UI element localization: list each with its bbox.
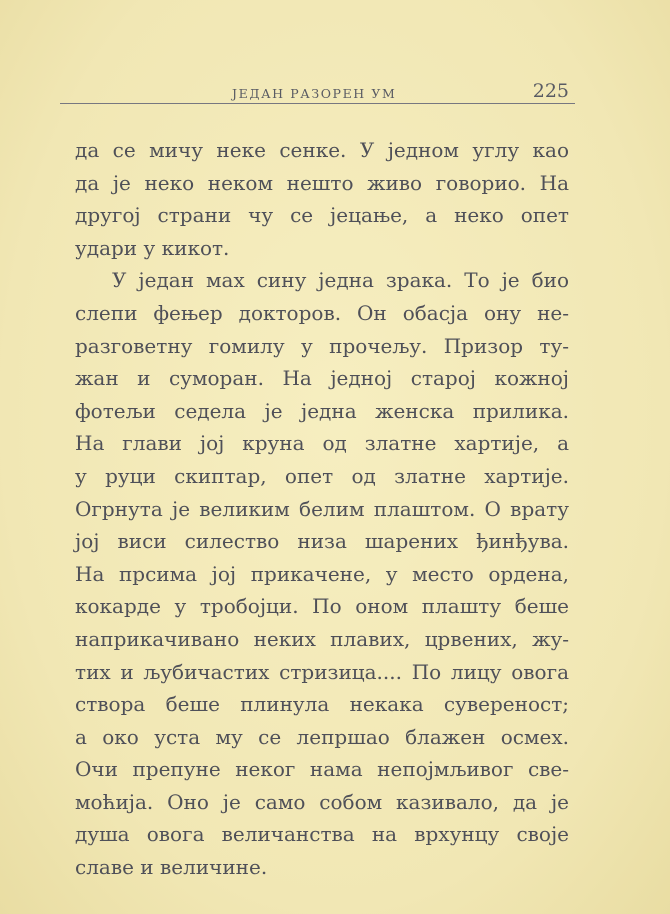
text-line: тих и љубичастих стризица.... По лицу овога xyxy=(75,659,569,684)
header-rule xyxy=(60,103,575,104)
text-line: а око уста му се лепршао блажен осмех. xyxy=(75,724,569,749)
body-text xyxy=(75,134,569,884)
text-line: створа беше плинула некака сувереност; xyxy=(75,692,569,717)
text-line: другој страни чу се јецање, а неко опет xyxy=(75,203,569,228)
text-line: Огрнута је великим белим плаштом. О врату xyxy=(75,496,569,521)
text-line: фотељи седела је једна женска прилика. xyxy=(75,398,569,423)
running-title: ЈЕДАН РАЗОРЕН УМ xyxy=(232,86,397,101)
text-line: слепи фењер докторов. Он обасја ону не- xyxy=(75,300,569,325)
paragraph-start-line: У један мах сину једна зрака. То је био xyxy=(112,268,569,293)
page-number: 225 xyxy=(532,80,569,102)
text-line: да је неко неком нешто живо говорио. На xyxy=(75,170,569,195)
text-line: разговетну гомилу у прочељу. Призор ту- xyxy=(75,333,569,358)
text-line: Очи препуне неког нама непојмљивог све- xyxy=(75,757,569,782)
text-line: жан и суморан. На једној старој кожној xyxy=(75,366,569,391)
text-line: да се мичу неке сенке. У једном углу као xyxy=(75,138,569,162)
text-line: моћија. Оно је само собом казивало, да је xyxy=(75,789,569,814)
text-line: На глави јој круна од златне хартије, а xyxy=(75,431,569,456)
text-line: у руци скиптар, опет од златне хартије. xyxy=(75,463,569,488)
text-line: На прсима јој прикачене, у место ордена, xyxy=(75,561,569,586)
text-line: кокарде у тробојци. По оном плашту беше xyxy=(75,594,569,619)
page-header xyxy=(60,80,575,104)
text-line: јој виси силество низа шарених ђинђува. xyxy=(75,529,569,554)
text-line: славе и величине. xyxy=(75,855,268,880)
text-line: удари у кикот. xyxy=(75,235,230,260)
text-line: душа овога величанства на врхунцу своје xyxy=(75,822,569,847)
text-line: наприкачивано неких плавих, црвених, жу- xyxy=(75,626,569,651)
